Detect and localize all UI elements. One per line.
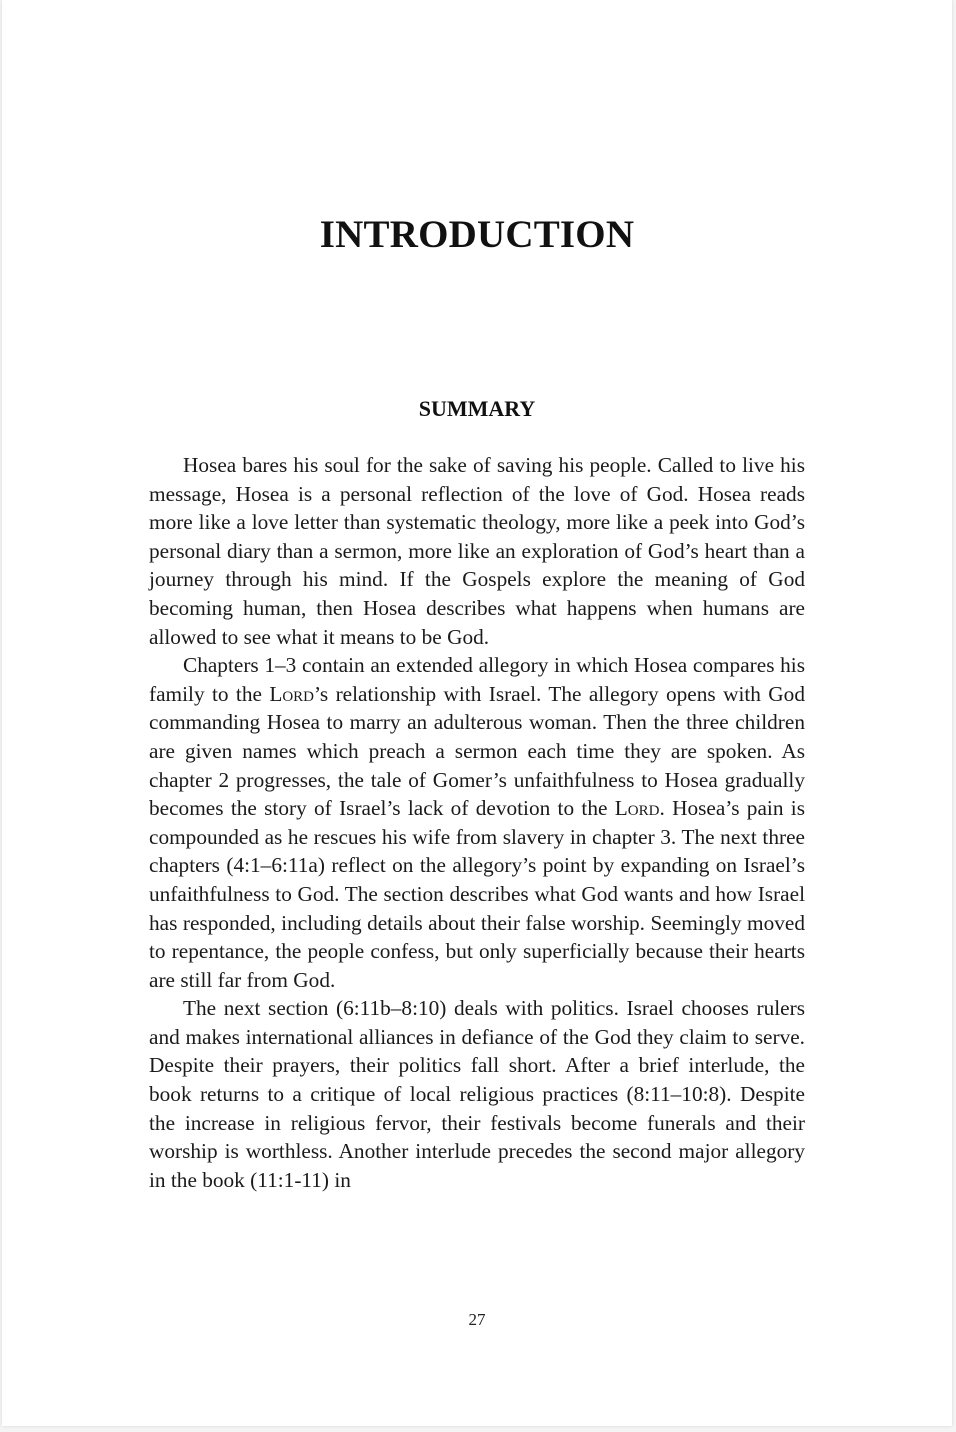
lord-small-caps: Lord xyxy=(614,796,660,821)
book-page xyxy=(2,0,952,1426)
paragraph: The next section (6:11b–8:10) deals with politics. Israel chooses rulers and makes international alliances in defiance of the God they claim to serve. Despite their prayers, their politics fall short. After a brief interlude, the book returns to a critique of local religious practices (8:11–10:8). Despite the increase in religious fervor, their festivals become funerals and their worship is worthless. Another interlude precedes the second major allegory in the book (11:1-11) in xyxy=(149,996,805,1192)
body-text xyxy=(149,451,805,1194)
lord-small-caps: Lord xyxy=(269,681,314,706)
paragraph: Chapters 1–3 contain an extended allegory in which Hosea compares his family to the Lord’s relationship with Israel. The allegory opens with God commanding Hosea to marry an adulterous woman. Then the three children are given names which preach a sermon each time they are spoken. As chapter 2 progresses, the tale of Gomer’s unfaithfulness to Hosea gradually becomes the story of Israel’s lack of devotion to the Lord. Hosea’s pain is compounded as he rescues his wife from slavery in chapter 3. The next three chapters (4:1–6:11a) reflect on the allegory’s point by expanding on Israel’s unfaithfulness to God. The section describes what God wants and how Israel has responded, including details about their false worship. Seemingly moved to repentance, the people confess, but only superficially because their hearts are still far from God. xyxy=(149,653,805,992)
paragraph: Hosea bares his soul for the sake of saving his people. Called to live his message, Hosea is a personal reflection of the love of God. Hosea reads more like a love letter than systematic theology, more like a peek into God’s personal diary than a sermon, more like an exploration of God’s heart than a journey through his mind. If the Gospels explore the meaning of God becoming human, then Hosea describes what happens when humans are allowed to see what it means to be God. xyxy=(149,453,805,649)
section-heading: SUMMARY xyxy=(418,396,536,421)
chapter-title: INTRODUCTION xyxy=(319,213,635,256)
page-number: 27 xyxy=(468,1310,486,1329)
